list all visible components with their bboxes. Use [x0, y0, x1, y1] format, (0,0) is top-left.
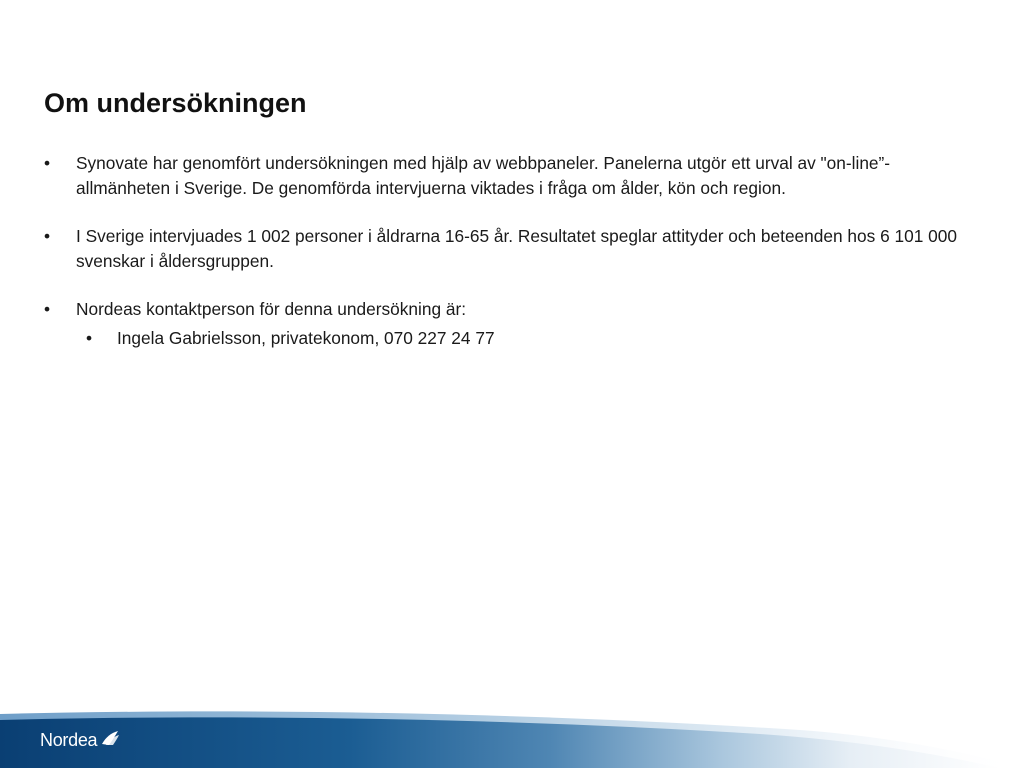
bullet-dot: • [44, 299, 51, 319]
footer-band [0, 708, 1024, 768]
bullet-dot: • [44, 153, 51, 173]
bullet-text: Synovate har genomfört undersökningen med hjälp av webbpaneler. Panelerna utgör ett urval av "on-line”-allmänheten i Sverige. De genomförda intervjuerna viktades i fråga om ålder, kön och region. [76, 153, 891, 198]
bullet-list [44, 151, 974, 374]
sub-bullet-item [76, 326, 974, 351]
slide-title: Om undersökningen [44, 88, 307, 118]
nordea-sail-icon [100, 730, 120, 751]
bullet-item [44, 151, 974, 200]
sub-bullet-text: Ingela Gabrielsson, privatekonom, 070 227 24 77 [117, 327, 495, 348]
bullet-dot: • [44, 226, 51, 246]
logo-text: Nordea [40, 730, 98, 750]
bullet-item [44, 297, 974, 350]
bullet-text: Nordeas kontaktperson för denna undersökning är: [76, 299, 467, 319]
nordea-logo [40, 730, 120, 751]
bullet-item [44, 224, 974, 273]
bullet-text: I Sverige intervjuades 1 002 personer i åldrarna 16-65 år. Resultatet speglar attityder och beteenden hos 6 101 000 svenskar i åldersgruppen. [76, 226, 957, 271]
sub-bullet-list [76, 326, 974, 351]
sub-bullet-dot: • [86, 327, 93, 348]
